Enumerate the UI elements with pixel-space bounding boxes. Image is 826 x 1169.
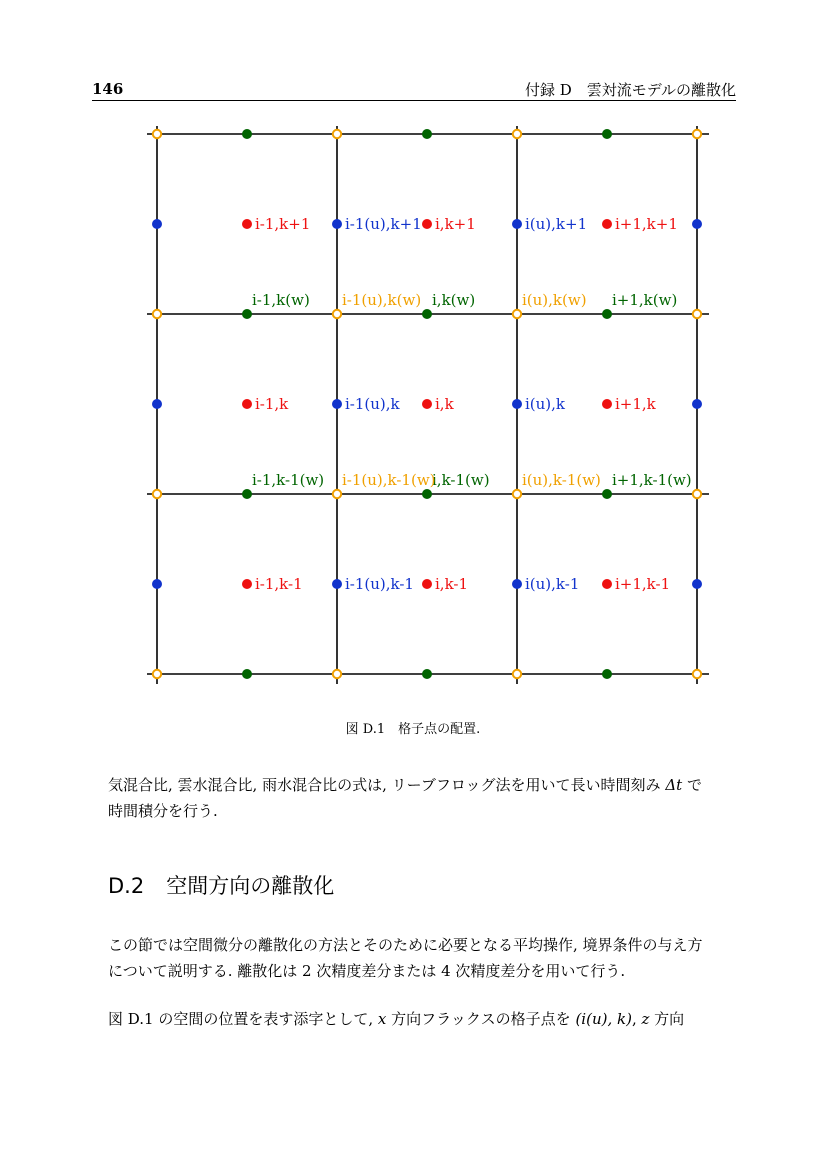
paragraph-index-definition: [108, 1006, 738, 1032]
orange-point-r3c3: [693, 670, 701, 678]
orange-point-r2c2: [513, 490, 521, 498]
orange-point-r0c0: [153, 130, 161, 138]
red-point-r0c1: [422, 219, 432, 229]
blue-point-r1c0: [152, 399, 162, 409]
paragraph-spatial-intro: [108, 932, 738, 984]
blue-point-r0c2: [512, 219, 522, 229]
paragraph3-text2: 方向フラックスの格子点を: [386, 1010, 576, 1028]
blue-label-r2c0: i-1(u),k-1: [345, 575, 414, 593]
green-label-r1c1: i,k-1(w): [432, 471, 490, 489]
z-math: z: [641, 1010, 650, 1028]
blue-label-r1c1: i(u),k: [525, 395, 566, 413]
paragraph-time-integration: [108, 772, 738, 824]
orange-point-r3c1: [333, 670, 341, 678]
orange-point-r0c2: [513, 130, 521, 138]
blue-point-r2c2: [512, 579, 522, 589]
red-label-r1c1: i,k: [435, 395, 454, 413]
blue-point-r2c3: [692, 579, 702, 589]
orange-point-r2c0: [153, 490, 161, 498]
green-point-r1c1: [422, 309, 432, 319]
green-point-r0c1: [422, 129, 432, 139]
section-heading: [108, 870, 334, 900]
delta-t-math: Δt: [665, 776, 683, 794]
blue-label-r2c1: i(u),k-1: [525, 575, 580, 593]
blue-point-r1c3: [692, 399, 702, 409]
blue-label-r0c0: i-1(u),k+1: [345, 215, 422, 233]
red-label-r2c0: i-1,k-1: [255, 575, 303, 593]
green-point-r3c2: [602, 669, 612, 679]
red-label-r0c2: i+1,k+1: [615, 215, 678, 233]
orange-label-r1c0: i-1(u),k-1(w): [342, 471, 436, 489]
red-label-r2c1: i,k-1: [435, 575, 469, 593]
section-title: 空間方向の離散化: [166, 874, 335, 898]
green-label-r1c2: i+1,k-1(w): [612, 471, 692, 489]
blue-label-r0c1: i(u),k+1: [525, 215, 588, 233]
paragraph1-line1-text: 気混合比, 雲水混合比, 雨水混合比の式は, リーブフロッグ法を用いて長い時間刻み: [108, 776, 666, 794]
orange-point-r0c3: [693, 130, 701, 138]
blue-label-r1c0: i-1(u),k: [345, 395, 400, 413]
paragraph1-line1-end: で: [682, 776, 702, 794]
paragraph2-line2: について説明する. 離散化は 2 次精度差分または 4 次精度差分を用いて行う.: [108, 962, 626, 980]
blue-point-r0c3: [692, 219, 702, 229]
blue-point-r1c1: [332, 399, 342, 409]
green-point-r1c2: [602, 309, 612, 319]
page-number: 146: [92, 80, 124, 98]
green-point-r1c0: [242, 309, 252, 319]
orange-point-r3c0: [153, 670, 161, 678]
green-label-r0c2: i+1,k(w): [612, 291, 678, 309]
orange-point-r2c1: [333, 490, 341, 498]
green-point-r2c2: [602, 489, 612, 499]
red-label-r2c2: i+1,k-1: [615, 575, 671, 593]
orange-point-r1c3: [693, 310, 701, 318]
green-label-r0c1: i,k(w): [432, 291, 476, 309]
paragraph3-text4: 方向: [649, 1010, 685, 1028]
blue-point-r0c0: [152, 219, 162, 229]
green-point-r0c0: [242, 129, 252, 139]
green-label-r1c0: i-1,k-1(w): [252, 471, 325, 489]
figure-caption: 図 D.1 格子点の配置.: [345, 722, 481, 737]
running-title: 付録 D 雲対流モデルの離散化: [524, 81, 736, 99]
grid-labels: [252, 215, 692, 593]
orange-point-r1c1: [333, 310, 341, 318]
red-label-r0c1: i,k+1: [435, 215, 476, 233]
red-point-r2c2: [602, 579, 612, 589]
blue-point-r2c1: [332, 579, 342, 589]
orange-label-r0c1: i(u),k(w): [522, 291, 587, 309]
red-point-r1c1: [422, 399, 432, 409]
orange-point-r0c1: [333, 130, 341, 138]
paragraph3-text3: ,: [631, 1010, 642, 1028]
blue-point-r1c2: [512, 399, 522, 409]
red-label-r1c0: i-1,k: [255, 395, 289, 413]
orange-point-r2c3: [693, 490, 701, 498]
red-point-r0c2: [602, 219, 612, 229]
blue-point-r2c0: [152, 579, 162, 589]
orange-point-r3c2: [513, 670, 521, 678]
orange-point-r1c2: [513, 310, 521, 318]
paragraph3-text1: 図 D.1 の空間の位置を表す添字として,: [108, 1010, 378, 1028]
red-point-r1c0: [242, 399, 252, 409]
red-label-r0c0: i-1,k+1: [255, 215, 311, 233]
x-math: x: [377, 1010, 387, 1028]
orange-label-r1c1: i(u),k-1(w): [522, 471, 601, 489]
green-label-r0c0: i-1,k(w): [252, 291, 310, 309]
red-point-r0c0: [242, 219, 252, 229]
green-point-r3c0: [242, 669, 252, 679]
green-point-r0c2: [602, 129, 612, 139]
red-point-r2c0: [242, 579, 252, 589]
iu-k-math: (i(u), k): [575, 1010, 632, 1028]
green-point-r2c0: [242, 489, 252, 499]
section-number: D.2: [108, 874, 145, 898]
red-point-r1c2: [602, 399, 612, 409]
green-point-r3c1: [422, 669, 432, 679]
red-point-r2c1: [422, 579, 432, 589]
paragraph1-line2: 時間積分を行う.: [108, 802, 218, 820]
paragraph2-line1: この節では空間微分の離散化の方法とそのために必要となる平均操作, 境界条件の与え方: [108, 936, 703, 954]
blue-point-r0c1: [332, 219, 342, 229]
orange-point-r1c0: [153, 310, 161, 318]
orange-label-r0c0: i-1(u),k(w): [342, 291, 422, 309]
red-label-r1c2: i+1,k: [615, 395, 656, 413]
green-point-r2c1: [422, 489, 432, 499]
